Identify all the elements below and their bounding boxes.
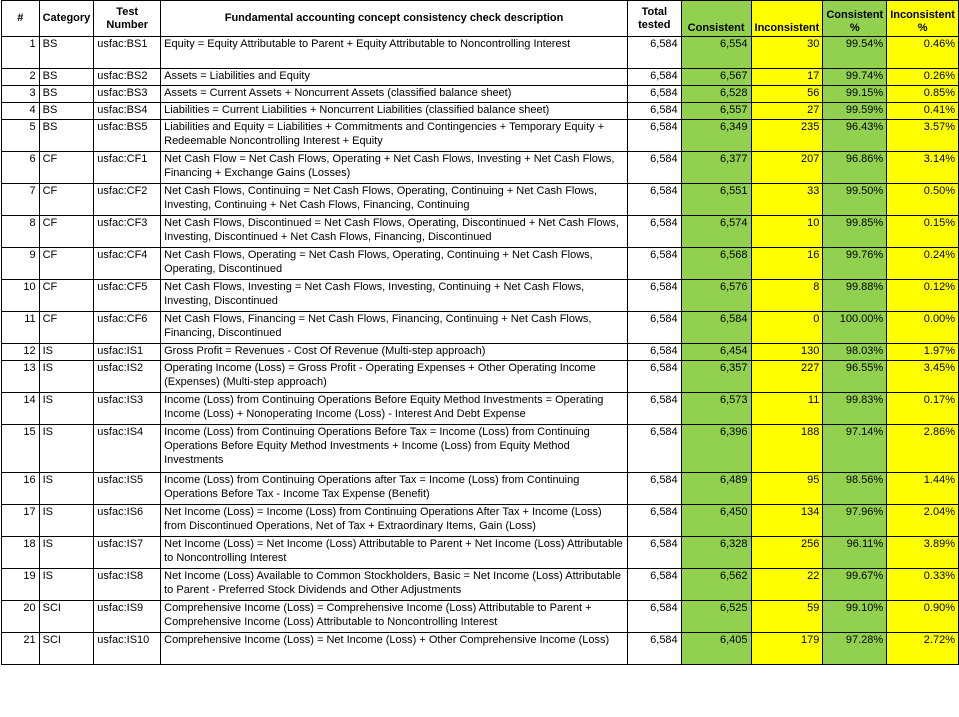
row-inconsistent-pct: 0.90% xyxy=(887,601,959,633)
row-description: Income (Loss) from Continuing Operations after Tax = Income (Loss) from Continuing Operations Before Tax - Income Tax Expense (Benefit) xyxy=(161,473,628,505)
table-row xyxy=(2,37,959,69)
row-category: IS xyxy=(39,569,94,601)
row-category: IS xyxy=(39,505,94,537)
table-row xyxy=(2,344,959,361)
row-consistent: 6,584 xyxy=(681,312,751,344)
row-category: CF xyxy=(39,216,94,248)
row-consistent: 6,551 xyxy=(681,184,751,216)
row-inconsistent: 10 xyxy=(751,216,823,248)
row-inconsistent: 22 xyxy=(751,569,823,601)
row-total-tested: 6,584 xyxy=(627,537,681,569)
table-row xyxy=(2,361,959,393)
row-inconsistent: 207 xyxy=(751,152,823,184)
row-test-number: usfac:BS2 xyxy=(94,69,161,86)
row-consistent-pct: 99.76% xyxy=(823,248,887,280)
row-total-tested: 6,584 xyxy=(627,37,681,69)
row-category: IS xyxy=(39,473,94,505)
row-category: BS xyxy=(39,120,94,152)
row-inconsistent: 227 xyxy=(751,361,823,393)
row-test-number: usfac:IS2 xyxy=(94,361,161,393)
row-description: Income (Loss) from Continuing Operations Before Tax = Income (Loss) from Continuing Operations Before Equity Method Investments + Income (Loss) from Equity Method Investments xyxy=(161,425,628,473)
table-row xyxy=(2,393,959,425)
row-inconsistent-pct: 0.50% xyxy=(887,184,959,216)
row-inconsistent-pct: 2.04% xyxy=(887,505,959,537)
row-consistent: 6,528 xyxy=(681,86,751,103)
row-inconsistent: 27 xyxy=(751,103,823,120)
row-consistent: 6,525 xyxy=(681,601,751,633)
row-category: BS xyxy=(39,37,94,69)
row-total-tested: 6,584 xyxy=(627,184,681,216)
row-inconsistent-pct: 0.41% xyxy=(887,103,959,120)
row-category: IS xyxy=(39,361,94,393)
row-category: SCI xyxy=(39,633,94,665)
row-total-tested: 6,584 xyxy=(627,569,681,601)
row-category: IS xyxy=(39,344,94,361)
row-consistent: 6,568 xyxy=(681,248,751,280)
row-inconsistent-pct: 0.00% xyxy=(887,312,959,344)
row-consistent-pct: 99.67% xyxy=(823,569,887,601)
row-description: Comprehensive Income (Loss) = Net Income (Loss) + Other Comprehensive Income (Loss) xyxy=(161,633,628,665)
row-category: BS xyxy=(39,103,94,120)
row-num: 13 xyxy=(2,361,40,393)
row-num: 20 xyxy=(2,601,40,633)
row-test-number: usfac:CF4 xyxy=(94,248,161,280)
row-category: IS xyxy=(39,537,94,569)
row-inconsistent-pct: 0.24% xyxy=(887,248,959,280)
row-total-tested: 6,584 xyxy=(627,633,681,665)
row-test-number: usfac:IS5 xyxy=(94,473,161,505)
row-inconsistent: 17 xyxy=(751,69,823,86)
table-row xyxy=(2,601,959,633)
row-test-number: usfac:IS3 xyxy=(94,393,161,425)
row-consistent-pct: 99.85% xyxy=(823,216,887,248)
row-test-number: usfac:IS8 xyxy=(94,569,161,601)
row-consistent: 6,557 xyxy=(681,103,751,120)
row-test-number: usfac:CF2 xyxy=(94,184,161,216)
row-description: Comprehensive Income (Loss) = Comprehensive Income (Loss) Attributable to Parent + Comprehensive Income (Loss) Attributable to Noncontrolling Interest xyxy=(161,601,628,633)
row-consistent-pct: 99.83% xyxy=(823,393,887,425)
row-consistent: 6,576 xyxy=(681,280,751,312)
row-inconsistent-pct: 0.46% xyxy=(887,37,959,69)
row-inconsistent: 0 xyxy=(751,312,823,344)
row-num: 1 xyxy=(2,37,40,69)
row-inconsistent-pct: 0.85% xyxy=(887,86,959,103)
row-num: 17 xyxy=(2,505,40,537)
row-consistent: 6,454 xyxy=(681,344,751,361)
row-total-tested: 6,584 xyxy=(627,361,681,393)
row-test-number: usfac:IS7 xyxy=(94,537,161,569)
row-description: Net Cash Flows, Investing = Net Cash Flows, Investing, Continuing + Net Cash Flows, Investing, Discontinued xyxy=(161,280,628,312)
row-total-tested: 6,584 xyxy=(627,601,681,633)
row-consistent: 6,574 xyxy=(681,216,751,248)
table-row xyxy=(2,312,959,344)
row-test-number: usfac:BS1 xyxy=(94,37,161,69)
row-inconsistent: 33 xyxy=(751,184,823,216)
row-total-tested: 6,584 xyxy=(627,393,681,425)
row-num: 2 xyxy=(2,69,40,86)
col-header-consistent: Consistent xyxy=(681,1,751,37)
row-inconsistent-pct: 1.97% xyxy=(887,344,959,361)
row-inconsistent-pct: 2.86% xyxy=(887,425,959,473)
row-num: 11 xyxy=(2,312,40,344)
row-inconsistent-pct: 3.45% xyxy=(887,361,959,393)
row-test-number: usfac:CF6 xyxy=(94,312,161,344)
row-description: Assets = Current Assets + Noncurrent Assets (classified balance sheet) xyxy=(161,86,628,103)
row-total-tested: 6,584 xyxy=(627,505,681,537)
row-category: CF xyxy=(39,312,94,344)
row-num: 19 xyxy=(2,569,40,601)
col-header-category: Category xyxy=(39,1,94,37)
row-description: Net Income (Loss) Available to Common Stockholders, Basic = Net Income (Loss) Attributable to Parent - Preferred Stock Dividends and Other Adjustments xyxy=(161,569,628,601)
row-inconsistent-pct: 0.26% xyxy=(887,69,959,86)
row-consistent: 6,573 xyxy=(681,393,751,425)
row-test-number: usfac:IS6 xyxy=(94,505,161,537)
row-inconsistent: 179 xyxy=(751,633,823,665)
row-consistent: 6,349 xyxy=(681,120,751,152)
row-consistent: 6,377 xyxy=(681,152,751,184)
col-header-total-tested: Total tested xyxy=(627,1,681,37)
row-consistent-pct: 97.14% xyxy=(823,425,887,473)
row-inconsistent: 95 xyxy=(751,473,823,505)
table-header-row xyxy=(2,1,959,37)
row-inconsistent: 8 xyxy=(751,280,823,312)
table-row xyxy=(2,633,959,665)
col-header-inconsistent-pct: Inconsistent % xyxy=(887,1,959,37)
row-consistent-pct: 96.86% xyxy=(823,152,887,184)
row-test-number: usfac:BS4 xyxy=(94,103,161,120)
col-header-num: # xyxy=(2,1,40,37)
row-description: Equity = Equity Attributable to Parent + Equity Attributable to Noncontrolling Interest xyxy=(161,37,628,69)
row-inconsistent-pct: 0.17% xyxy=(887,393,959,425)
row-test-number: usfac:IS4 xyxy=(94,425,161,473)
row-description: Net Cash Flows, Operating = Net Cash Flows, Operating, Continuing + Net Cash Flows, Operating, Discontinued xyxy=(161,248,628,280)
row-consistent-pct: 99.50% xyxy=(823,184,887,216)
row-category: BS xyxy=(39,86,94,103)
consistency-check-table xyxy=(1,0,959,665)
row-inconsistent: 188 xyxy=(751,425,823,473)
row-consistent: 6,562 xyxy=(681,569,751,601)
row-test-number: usfac:IS9 xyxy=(94,601,161,633)
row-consistent: 6,554 xyxy=(681,37,751,69)
row-consistent: 6,396 xyxy=(681,425,751,473)
row-description: Gross Profit = Revenues - Cost Of Revenue (Multi-step approach) xyxy=(161,344,628,361)
row-consistent-pct: 99.88% xyxy=(823,280,887,312)
table-row xyxy=(2,86,959,103)
row-inconsistent: 235 xyxy=(751,120,823,152)
row-consistent-pct: 97.28% xyxy=(823,633,887,665)
row-num: 9 xyxy=(2,248,40,280)
row-consistent-pct: 96.11% xyxy=(823,537,887,569)
table-row xyxy=(2,103,959,120)
row-inconsistent-pct: 3.89% xyxy=(887,537,959,569)
row-category: IS xyxy=(39,425,94,473)
row-total-tested: 6,584 xyxy=(627,216,681,248)
row-description: Liabilities and Equity = Liabilities + Commitments and Contingencies + Temporary Equity + Redeemable Noncontrolling Interest + Equity xyxy=(161,120,628,152)
table-row xyxy=(2,216,959,248)
table-row xyxy=(2,473,959,505)
row-total-tested: 6,584 xyxy=(627,69,681,86)
row-consistent-pct: 99.59% xyxy=(823,103,887,120)
row-num: 5 xyxy=(2,120,40,152)
row-total-tested: 6,584 xyxy=(627,103,681,120)
row-test-number: usfac:BS5 xyxy=(94,120,161,152)
row-test-number: usfac:CF1 xyxy=(94,152,161,184)
row-total-tested: 6,584 xyxy=(627,86,681,103)
row-category: CF xyxy=(39,248,94,280)
row-test-number: usfac:IS10 xyxy=(94,633,161,665)
row-test-number: usfac:BS3 xyxy=(94,86,161,103)
row-description: Net Cash Flows, Financing = Net Cash Flows, Financing, Continuing + Net Cash Flows, Financing, Discontinued xyxy=(161,312,628,344)
row-num: 4 xyxy=(2,103,40,120)
row-description: Net Cash Flow = Net Cash Flows, Operating + Net Cash Flows, Investing + Net Cash Flows, Financing + Exchange Gains (Losses) xyxy=(161,152,628,184)
row-num: 7 xyxy=(2,184,40,216)
table-row xyxy=(2,184,959,216)
row-test-number: usfac:CF5 xyxy=(94,280,161,312)
row-category: BS xyxy=(39,69,94,86)
row-category: CF xyxy=(39,280,94,312)
row-consistent: 6,328 xyxy=(681,537,751,569)
row-inconsistent: 30 xyxy=(751,37,823,69)
row-num: 21 xyxy=(2,633,40,665)
row-total-tested: 6,584 xyxy=(627,152,681,184)
row-description: Net Income (Loss) = Net Income (Loss) Attributable to Parent + Net Income (Loss) Attributable to Noncontrolling Interest xyxy=(161,537,628,569)
row-consistent: 6,450 xyxy=(681,505,751,537)
row-description: Income (Loss) from Continuing Operations Before Equity Method Investments = Operating Income (Loss) + Nonoperating Income (Loss) - Interest And Debt Expense xyxy=(161,393,628,425)
row-consistent: 6,357 xyxy=(681,361,751,393)
row-consistent: 6,567 xyxy=(681,69,751,86)
row-num: 14 xyxy=(2,393,40,425)
row-num: 3 xyxy=(2,86,40,103)
row-consistent-pct: 98.56% xyxy=(823,473,887,505)
row-consistent-pct: 99.10% xyxy=(823,601,887,633)
row-total-tested: 6,584 xyxy=(627,473,681,505)
row-category: CF xyxy=(39,184,94,216)
col-header-description: Fundamental accounting concept consistency check description xyxy=(161,1,628,37)
row-inconsistent: 11 xyxy=(751,393,823,425)
table-row xyxy=(2,152,959,184)
row-description: Net Cash Flows, Discontinued = Net Cash Flows, Operating, Discontinued + Net Cash Flows, Investing, Discontinued + Net Cash Flows, Financing, Discontinued xyxy=(161,216,628,248)
row-inconsistent-pct: 3.57% xyxy=(887,120,959,152)
row-category: CF xyxy=(39,152,94,184)
row-total-tested: 6,584 xyxy=(627,344,681,361)
row-inconsistent: 130 xyxy=(751,344,823,361)
row-consistent-pct: 100.00% xyxy=(823,312,887,344)
col-header-inconsistent: Inconsistent xyxy=(751,1,823,37)
row-test-number: usfac:CF3 xyxy=(94,216,161,248)
row-num: 10 xyxy=(2,280,40,312)
row-consistent-pct: 99.15% xyxy=(823,86,887,103)
row-consistent-pct: 96.43% xyxy=(823,120,887,152)
row-description: Net Cash Flows, Continuing = Net Cash Flows, Operating, Continuing + Net Cash Flows, Investing, Continuing + Net Cash Flows, Financing, Continuing xyxy=(161,184,628,216)
row-total-tested: 6,584 xyxy=(627,280,681,312)
row-consistent-pct: 97.96% xyxy=(823,505,887,537)
row-consistent-pct: 96.55% xyxy=(823,361,887,393)
row-inconsistent: 56 xyxy=(751,86,823,103)
row-description: Assets = Liabilities and Equity xyxy=(161,69,628,86)
row-consistent-pct: 98.03% xyxy=(823,344,887,361)
row-inconsistent-pct: 0.33% xyxy=(887,569,959,601)
row-category: IS xyxy=(39,393,94,425)
row-num: 16 xyxy=(2,473,40,505)
row-inconsistent: 16 xyxy=(751,248,823,280)
row-category: SCI xyxy=(39,601,94,633)
row-consistent-pct: 99.74% xyxy=(823,69,887,86)
col-header-consistent-pct: Consistent % xyxy=(823,1,887,37)
row-inconsistent: 59 xyxy=(751,601,823,633)
row-description: Liabilities = Current Liabilities + Noncurrent Liabilities (classified balance sheet) xyxy=(161,103,628,120)
row-consistent: 6,405 xyxy=(681,633,751,665)
col-header-test-number: Test Number xyxy=(94,1,161,37)
row-inconsistent-pct: 3.14% xyxy=(887,152,959,184)
row-num: 18 xyxy=(2,537,40,569)
row-inconsistent-pct: 0.12% xyxy=(887,280,959,312)
table-row xyxy=(2,280,959,312)
row-num: 15 xyxy=(2,425,40,473)
row-total-tested: 6,584 xyxy=(627,425,681,473)
row-num: 8 xyxy=(2,216,40,248)
table-row xyxy=(2,537,959,569)
row-consistent-pct: 99.54% xyxy=(823,37,887,69)
row-total-tested: 6,584 xyxy=(627,248,681,280)
row-total-tested: 6,584 xyxy=(627,312,681,344)
row-description: Net Income (Loss) = Income (Loss) from Continuing Operations After Tax + Income (Loss) from Discontinued Operations, Net of Tax + Extraordinary Items, Gain (Loss) xyxy=(161,505,628,537)
row-total-tested: 6,584 xyxy=(627,120,681,152)
table-row xyxy=(2,69,959,86)
row-inconsistent-pct: 2.72% xyxy=(887,633,959,665)
row-description: Operating Income (Loss) = Gross Profit - Operating Expenses + Other Operating Income (Expenses) (Multi-step approach) xyxy=(161,361,628,393)
row-inconsistent-pct: 1.44% xyxy=(887,473,959,505)
table-row xyxy=(2,505,959,537)
table-row xyxy=(2,120,959,152)
row-inconsistent: 256 xyxy=(751,537,823,569)
row-num: 12 xyxy=(2,344,40,361)
row-inconsistent: 134 xyxy=(751,505,823,537)
table-row xyxy=(2,248,959,280)
table-row xyxy=(2,425,959,473)
row-num: 6 xyxy=(2,152,40,184)
row-inconsistent-pct: 0.15% xyxy=(887,216,959,248)
row-test-number: usfac:IS1 xyxy=(94,344,161,361)
table-row xyxy=(2,569,959,601)
row-consistent: 6,489 xyxy=(681,473,751,505)
